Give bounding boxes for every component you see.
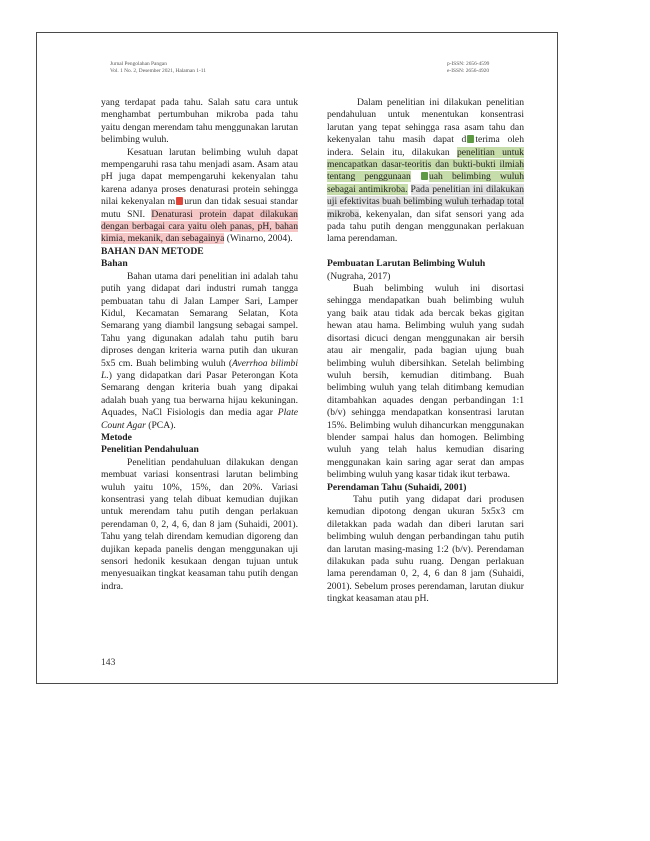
paragraph-pembuatan: Buah belimbing wuluh ini disortasi sehingga mendapatkan buah belimbing wuluh yang baik atau tidak ada bercak bekas gigitan hewan atau hama. Belimbing wuluh yang sudah disortasi dicuci dengan menggunakan air bersih atau air mengalir, pada bagian ujung buah belimbing wuluh dibersihkan. Setelah belimbing wuluh bersih, kemudian ditimbang. Buah belimbing wuluh yang telah ditimbang kemudian ditambahkan aquades dengan perbandingan 1:1 (b/v) sehingga mendapatkan konsentrasi larutan 15%. Belimbing wuluh dihancurkan menggunakan blender sampai halus dan homogen. Belimbing wuluh yang telah halus kemudian disaring menggunakan kain saring agar serat dan ampas belimbing wuluh yang kasar tidak ikut terbawa. bbox=[327, 283, 524, 481]
highlight-gray[interactable]: Pada penelitian ini dilakukan uji efektivitas buah belimbing wuluh terhadap total mikroba bbox=[327, 183, 524, 220]
document-page bbox=[36, 32, 558, 684]
comment-marker-icon[interactable] bbox=[421, 172, 428, 180]
comment-marker-icon[interactable] bbox=[176, 197, 183, 205]
paragraph-pendahuluan: Penelitian pendahuluan dilakukan dengan membuat variasi konsentrasi larutan belimbing wuluh yaitu 10%, 15%, dan 20%. Variasi konsentrasi yang telah dibuat kemudian dujikan untuk merendam tahu putih dengan perlakuan perendaman 0, 2, 4, 6, dan 8 jam (Suhaidi, 2001). Tahu yang telah direndam kemudian digoreng dan dujikan kepada panelis dengan menggunakan uji sensori hedonik kesukaan dengan tujuan untuk menyesuaikan tingkat keasaman tahu putih dengan indra. bbox=[101, 456, 298, 592]
paragraph: yang terdapat pada tahu. Salah satu cara untuk menghambat pertumbuhan mikroba pada tahu yaitu dengan merendam tahu menggunakan larutan belimbing wuluh. bbox=[101, 97, 298, 146]
subsection-heading: Perendaman Tahu (Suhaidi, 2001) bbox=[327, 481, 467, 493]
e-issn: e-ISSN: 2656-4920 bbox=[447, 68, 490, 75]
subsection-heading: Metode bbox=[101, 431, 132, 443]
highlight-green[interactable]: penelitian untuk mencapatkan dasar-teoritis dan bukti-bukti ilmiah tentang penggunaan bbox=[327, 146, 524, 183]
right-column bbox=[327, 97, 524, 606]
section-heading: BAHAN DAN METODE bbox=[101, 245, 204, 257]
page-number: 143 bbox=[101, 657, 116, 668]
paragraph-bahan: Bahan utama dari penelitian ini adalah tahu putih yang didapat dari industri rumah tangga pembuatan tahu di Jalan Lamper Sari, Lamper Kidul, Kecamatan Semarang Selatan, Kota Semarang yang diambil langsung sebagai sampel. Tahu yang digunakan adalah tahu putih baru diproses dengan kriteria warna putih dan ukuran 5x5 cm. Buah belimbing wuluh (Averrhoa bilimbi L.) yang didapatkan dari Pasar Peterongan Kota Semarang dengan kriteria buah yang dipakai adalah buah yang tua berwarna hijau kekuningan. Aquades, NaCl Fisiologis dan media agar Plate Count Agar (PCA). bbox=[101, 270, 298, 431]
left-column bbox=[101, 97, 298, 593]
subsection-heading: Bahan bbox=[101, 258, 128, 270]
subsection-heading: Pembuatan Larutan Belimbing Wuluh bbox=[327, 258, 486, 270]
journal-header bbox=[110, 61, 206, 76]
comment-marker-icon[interactable] bbox=[467, 135, 474, 143]
highlight-green[interactable]: uah belimbing wuluh sebagai antimikroba. bbox=[327, 171, 524, 195]
paragraph-perendaman: Tahu putih yang didapat dari produsen kemudian dipotong dengan ukuran 5x5x3 cm diletakkan pada wadah dan diberi larutan sari belimbing wuluh dengan perbandingan tahu putih dan larutan masing-masing 1:2 (b/v). Perendaman dilakukan pada suhu ruang. Dengan perlakuan lama perendaman 0, 2, 4, 6 dan 8 jam (Suhaidi, 2001). Sebelum proses perendaman, larutan diukur tingkat keasaman atau pH. bbox=[327, 493, 524, 605]
subsection-heading: Penelitian Pendahuluan bbox=[101, 444, 199, 456]
heading-source: (Nugraha, 2017) bbox=[327, 270, 391, 282]
paragraph-denaturasi: Kesatuan larutan belimbing wuluh dapat mempengaruhi rasa tahu menjadi asam. Asam atau pH juga dapat mempengaruhi kekenyalan tahu karena adanya proses denaturasi protein sehingga nilai kekenyalan m urun dan tidak sesuai standar mutu SNI. Denaturasi protein dapat dilakukan dengan berbagai cara yaitu oleh panas, pH, bahan kimia, mekanik, dan sebagainya (Winarno, 2004). bbox=[101, 146, 298, 245]
paragraph-penelitian: Dalam penelitian ini dilakukan penelitian pendahuluan untuk menentukan konsentrasi larutan yang tepat sehingga rasa asam tahu dan kekenyalan tahu masih dapat d terima oleh indera. Selain itu, dilakukan penelitian untuk mencapatkan dasar-teoritis dan bukti-bukti ilmiah tentang penggunaan uah belimbing wuluh sebagai antimikroba. Pada penelitian ini dilakukan uji efektivitas buah belimbing wuluh terhadap total mikroba, kekenyalan, dan sifat sensori yang ada pada tahu putih dengan menggunakan perlakuan lama perendaman. bbox=[327, 97, 524, 245]
journal-volume: Vol. 1 No. 2, Desember 2021, Halaman 1-11 bbox=[110, 68, 206, 75]
p-issn: p-ISSN: 2656-4599 bbox=[447, 61, 490, 67]
issn-header bbox=[447, 61, 489, 76]
journal-name: Jurnal Pengolahan Pangan bbox=[110, 61, 167, 67]
highlight-red[interactable]: Denaturasi protein dapat dilakukan dengan berbagai cara yaitu oleh panas, pH, bahan kimia, mekanik, dan sebagainya bbox=[101, 208, 298, 245]
